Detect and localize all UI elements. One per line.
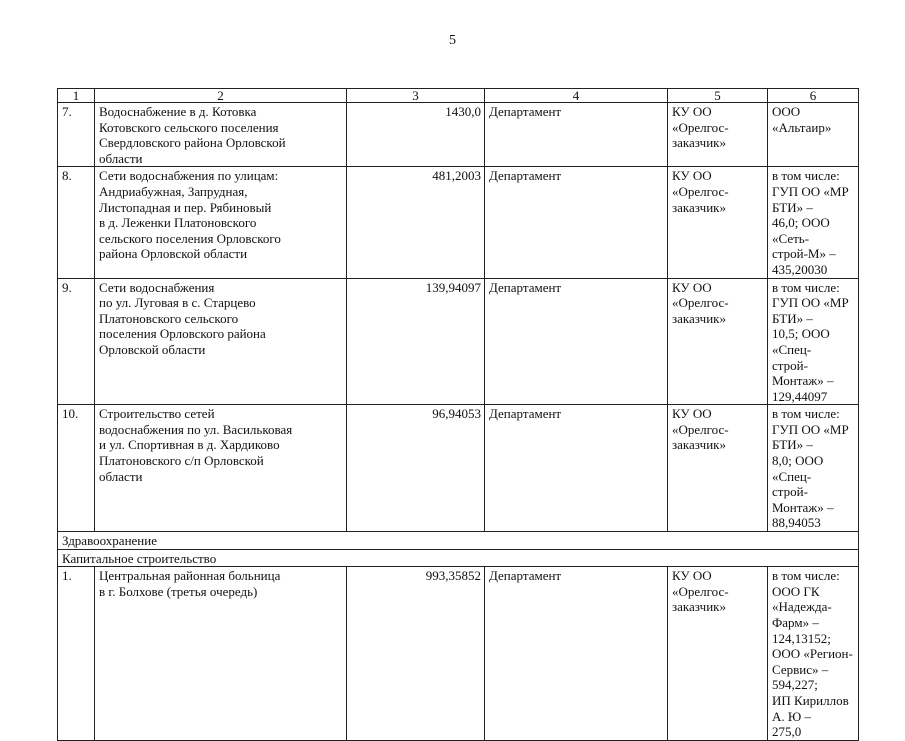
column-header: 1 bbox=[58, 89, 95, 103]
contractor-line: ГУП ОО «МР БТИ» – bbox=[772, 183, 849, 215]
section-row bbox=[58, 532, 859, 550]
contractor bbox=[768, 103, 859, 167]
project-name bbox=[95, 405, 347, 532]
project-name-line: Свердловского района Орловской bbox=[99, 135, 286, 151]
customer-line: КУ ОО bbox=[672, 568, 712, 584]
contractor-line: Фарм» – 124,13152; bbox=[772, 615, 831, 646]
amount-value: 1430,0 bbox=[347, 103, 485, 167]
column-header: 5 bbox=[668, 89, 768, 103]
contractor-line: строй-Монтаж» – bbox=[772, 484, 834, 515]
contractor bbox=[768, 405, 859, 532]
project-name-line: Андриабужная, Запрудная, bbox=[99, 183, 248, 199]
contractor-line: 88,94053 bbox=[772, 515, 821, 531]
project-name-line: Сети водоснабжения по улицам: bbox=[99, 168, 279, 184]
responsible-body: Департамент bbox=[485, 278, 668, 405]
customer-line: заказчик» bbox=[672, 135, 726, 151]
contractor-line: ИП Кириллов А. Ю – bbox=[772, 692, 849, 724]
customer-line: «Орелгос- bbox=[672, 421, 729, 437]
project-name-line: Листопадная и пер. Рябиновый bbox=[99, 199, 272, 215]
project-name-line: Орловской области bbox=[99, 341, 206, 357]
section-capital-label: Капитальное строительство bbox=[58, 549, 859, 567]
table-row bbox=[58, 278, 859, 405]
customer-line: «Орелгос- bbox=[672, 295, 729, 311]
project-name-line: Строительство сетей bbox=[99, 406, 215, 422]
responsible-body: Департамент bbox=[485, 103, 668, 167]
section-health-label: Здравоохранение bbox=[58, 532, 859, 550]
project-name-line: Водоснабжение в д. Котовка bbox=[99, 104, 257, 119]
customer-line: КУ ОО bbox=[672, 406, 712, 422]
project-name bbox=[95, 167, 347, 278]
project-name-line: области bbox=[99, 468, 143, 484]
customer-line: заказчик» bbox=[672, 599, 726, 615]
row-number: 7. bbox=[58, 103, 95, 167]
customer-line: заказчик» bbox=[672, 310, 726, 326]
contractor-line: 46,0; ООО «Сеть- bbox=[772, 215, 830, 246]
contractor bbox=[768, 567, 859, 741]
customer bbox=[668, 567, 768, 741]
contractor-line: ГУП ОО «МР БТИ» – bbox=[772, 295, 849, 326]
customer bbox=[668, 167, 768, 278]
project-name-line: поселения Орловского района bbox=[99, 326, 266, 342]
project-name-line: Центральная районная больница bbox=[99, 568, 281, 584]
page-number: 5 bbox=[449, 33, 456, 48]
row-number: 8. bbox=[58, 167, 95, 278]
project-name bbox=[95, 278, 347, 405]
contractor-line: 129,44097 bbox=[772, 388, 828, 404]
project-name bbox=[95, 103, 347, 167]
table-row bbox=[58, 567, 859, 741]
project-name-line: Платоновского сельского bbox=[99, 310, 239, 326]
contractor-line: в том числе: bbox=[772, 168, 840, 184]
customer-line: КУ ОО bbox=[672, 104, 712, 119]
project-name-line: Платоновского с/п Орловской bbox=[99, 453, 264, 469]
row-number: 9. bbox=[58, 278, 95, 405]
contractor-line: 10,5; ООО «Спец- bbox=[772, 326, 830, 357]
projects-table bbox=[57, 88, 859, 741]
contractor bbox=[768, 167, 859, 278]
project-name-line: Котовского сельского поселения bbox=[99, 119, 279, 135]
contractor-line: 8,0; ООО «Спец- bbox=[772, 453, 824, 484]
customer-line: КУ ОО bbox=[672, 168, 712, 184]
amount-value: 993,35852 bbox=[347, 567, 485, 741]
contractor-line: в том числе: bbox=[772, 279, 840, 295]
table-row bbox=[58, 103, 859, 167]
column-header: 2 bbox=[95, 89, 347, 103]
project-name-line: области bbox=[99, 150, 143, 166]
section-row bbox=[58, 549, 859, 567]
customer-line: «Орелгос- bbox=[672, 119, 729, 135]
project-name-line: района Орловской области bbox=[99, 246, 248, 262]
contractor bbox=[768, 278, 859, 405]
customer bbox=[668, 103, 768, 167]
column-header: 3 bbox=[347, 89, 485, 103]
project-name-line: и ул. Спортивная в д. Хардиково bbox=[99, 437, 280, 453]
responsible-body: Департамент bbox=[485, 167, 668, 278]
customer-line: заказчик» bbox=[672, 437, 726, 453]
customer-line: «Орелгос- bbox=[672, 183, 729, 199]
amount-value: 481,2003 bbox=[347, 167, 485, 278]
project-name-line: сельского поселения Орловского bbox=[99, 230, 281, 246]
column-header: 6 bbox=[768, 89, 859, 103]
project-name-line: по ул. Луговая в с. Старцево bbox=[99, 295, 256, 311]
section-rows bbox=[58, 532, 859, 567]
project-name-line: Сети водоснабжения bbox=[99, 279, 215, 295]
customer bbox=[668, 405, 768, 532]
table-body-health bbox=[58, 567, 859, 741]
amount-value: 96,94053 bbox=[347, 405, 485, 532]
contractor-line: в том числе: bbox=[772, 406, 840, 422]
contractor-line: Сервис» – 594,227; bbox=[772, 661, 829, 693]
amount-value: 139,94097 bbox=[347, 278, 485, 405]
row-number: 10. bbox=[58, 405, 95, 532]
contractor-line: 275,0 bbox=[772, 724, 802, 740]
contractor-line: ООО «Регион- bbox=[772, 646, 853, 662]
customer bbox=[668, 278, 768, 405]
contractor-line: ООО «Альтаир» bbox=[772, 104, 832, 135]
table-header-row bbox=[58, 89, 859, 103]
customer-line: КУ ОО bbox=[672, 279, 712, 295]
customer-line: заказчик» bbox=[672, 199, 726, 215]
column-header: 4 bbox=[485, 89, 668, 103]
row-number: 1. bbox=[58, 567, 95, 741]
contractor-line: строй-М» – 435,20030 bbox=[772, 246, 836, 277]
contractor-line: в том числе: bbox=[772, 568, 840, 584]
project-name-line: в д. Леженки Платоновского bbox=[99, 215, 257, 231]
project-name-line: водоснабжения по ул. Васильковая bbox=[99, 421, 293, 437]
project-name-line: в г. Болхове (третья очередь) bbox=[99, 583, 258, 599]
table-row bbox=[58, 167, 859, 278]
customer-line: «Орелгос- bbox=[672, 583, 729, 599]
contractor-line: строй-Монтаж» – bbox=[772, 357, 834, 389]
responsible-body: Департамент bbox=[485, 405, 668, 532]
responsible-body: Департамент bbox=[485, 567, 668, 741]
project-name bbox=[95, 567, 347, 741]
contractor-line: ООО ГК «Надежда- bbox=[772, 583, 832, 615]
table-body bbox=[58, 103, 859, 532]
contractor-line: ГУП ОО «МР БТИ» – bbox=[772, 421, 849, 453]
table-row bbox=[58, 405, 859, 532]
